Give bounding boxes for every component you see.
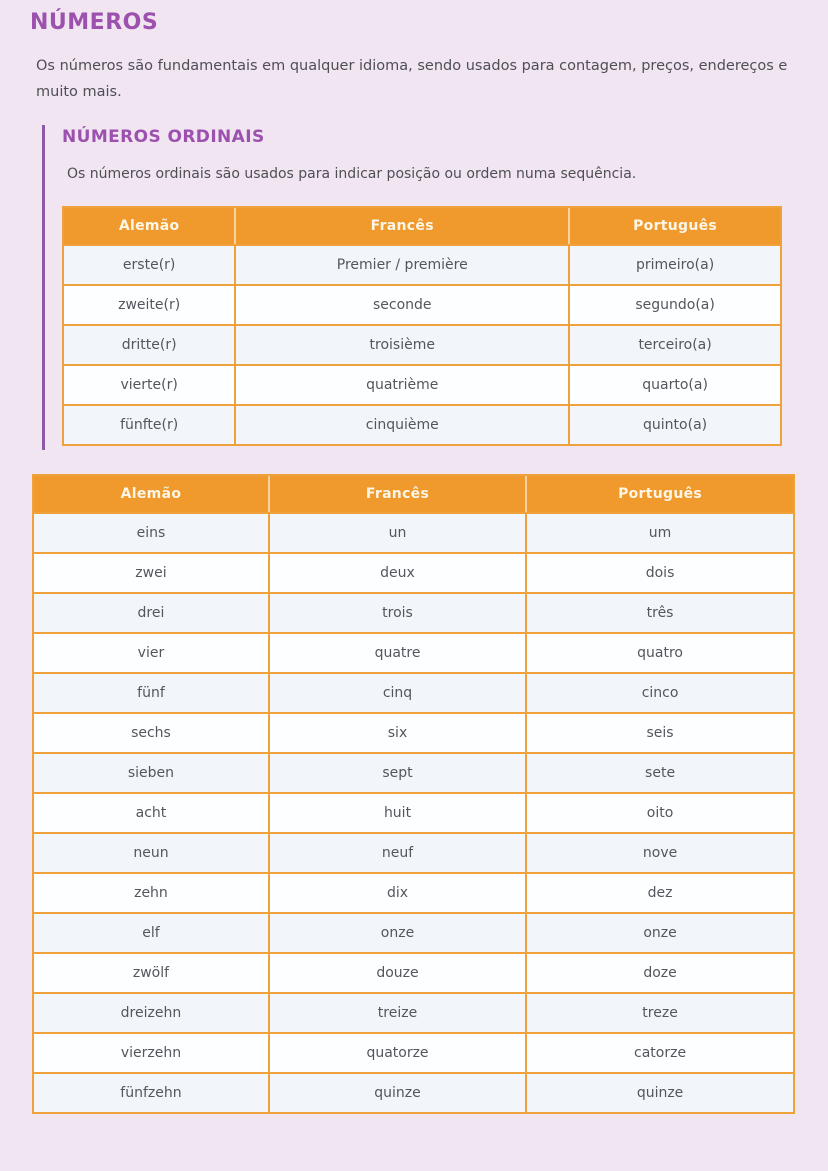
table-row	[33, 993, 794, 1033]
ordinals-description: Os números ordinais são usados para indicar posição ou ordem numa sequência.	[67, 166, 637, 182]
table-row	[33, 793, 794, 833]
table-cell: primeiro(a)	[569, 245, 781, 285]
table-cell: sechs	[33, 713, 269, 753]
table-cell: neun	[33, 833, 269, 873]
table-cell: vierte(r)	[63, 365, 235, 405]
table-cell: fünfzehn	[33, 1073, 269, 1113]
table-cell: zwei	[33, 553, 269, 593]
ordinals-section	[42, 125, 792, 450]
table-row	[33, 553, 794, 593]
table-cell: fünf	[33, 673, 269, 713]
table-cell: sieben	[33, 753, 269, 793]
intro-paragraph: Os números são fundamentais em qualquer idioma, sendo usados para contagem, preços, endereços e muito mais.	[36, 58, 788, 100]
table-cell: quatorze	[269, 1033, 526, 1073]
table-cell: un	[269, 513, 526, 553]
table-row	[63, 365, 781, 405]
table-row	[33, 873, 794, 913]
column-header: Alemão	[63, 207, 235, 245]
table-cell: acht	[33, 793, 269, 833]
table-row	[33, 513, 794, 553]
table-cell: neuf	[269, 833, 526, 873]
table-cell: dez	[526, 873, 794, 913]
table-row	[33, 713, 794, 753]
table-cell: seis	[526, 713, 794, 753]
table-cell: elf	[33, 913, 269, 953]
column-header: Francês	[269, 475, 526, 513]
table-cell: dritte(r)	[63, 325, 235, 365]
table-cell: oito	[526, 793, 794, 833]
table-row	[63, 325, 781, 365]
column-header: Francês	[235, 207, 569, 245]
table-row	[33, 1073, 794, 1113]
table-cell: quinze	[269, 1073, 526, 1113]
header-row	[63, 207, 781, 245]
table-cell: quarto(a)	[569, 365, 781, 405]
table-row	[33, 633, 794, 673]
table-cell: dreizehn	[33, 993, 269, 1033]
table-row	[63, 245, 781, 285]
table-cell: deux	[269, 553, 526, 593]
table-cell: troisième	[235, 325, 569, 365]
table-cell: trois	[269, 593, 526, 633]
table-cell: dix	[269, 873, 526, 913]
table-cell: seconde	[235, 285, 569, 325]
table-cell: six	[269, 713, 526, 753]
table-cell: zweite(r)	[63, 285, 235, 325]
table-cell: Premier / première	[235, 245, 569, 285]
table-cell: zwölf	[33, 953, 269, 993]
ordinals-heading: NÚMEROS ORDINAIS	[62, 127, 265, 147]
table-cell: terceiro(a)	[569, 325, 781, 365]
table-cell: dois	[526, 553, 794, 593]
table-cell: eins	[33, 513, 269, 553]
table-cell: sept	[269, 753, 526, 793]
table-cell: segundo(a)	[569, 285, 781, 325]
table-row	[63, 285, 781, 325]
table-row	[33, 913, 794, 953]
table-row	[63, 405, 781, 445]
table-cell: fünfte(r)	[63, 405, 235, 445]
table-cell: treze	[526, 993, 794, 1033]
table-cell: vier	[33, 633, 269, 673]
table-cell: zehn	[33, 873, 269, 913]
table-row	[33, 953, 794, 993]
table-cell: onze	[526, 913, 794, 953]
table-cell: cinq	[269, 673, 526, 713]
cardinal-numbers-table	[32, 474, 795, 1114]
ordinal-numbers-table	[62, 206, 782, 446]
column-header: Português	[569, 207, 781, 245]
table-cell: huit	[269, 793, 526, 833]
table-cell: quinze	[526, 1073, 794, 1113]
table-row	[33, 593, 794, 633]
table-cell: douze	[269, 953, 526, 993]
table-row	[33, 833, 794, 873]
column-header: Alemão	[33, 475, 269, 513]
table-cell: cinco	[526, 673, 794, 713]
table-cell: sete	[526, 753, 794, 793]
table-cell: erste(r)	[63, 245, 235, 285]
header-row	[33, 475, 794, 513]
table-cell: catorze	[526, 1033, 794, 1073]
table-cell: quatre	[269, 633, 526, 673]
table-cell: doze	[526, 953, 794, 993]
table-row	[33, 673, 794, 713]
table-cell: treize	[269, 993, 526, 1033]
table-row	[33, 1033, 794, 1073]
table-cell: drei	[33, 593, 269, 633]
page-title: NÚMEROS	[30, 10, 159, 35]
column-header: Português	[526, 475, 794, 513]
table-cell: três	[526, 593, 794, 633]
table-row	[33, 753, 794, 793]
table-cell: cinquième	[235, 405, 569, 445]
table-cell: quatrième	[235, 365, 569, 405]
table-cell: quatro	[526, 633, 794, 673]
table-cell: quinto(a)	[569, 405, 781, 445]
table-cell: nove	[526, 833, 794, 873]
table-cell: onze	[269, 913, 526, 953]
table-cell: vierzehn	[33, 1033, 269, 1073]
table-cell: um	[526, 513, 794, 553]
